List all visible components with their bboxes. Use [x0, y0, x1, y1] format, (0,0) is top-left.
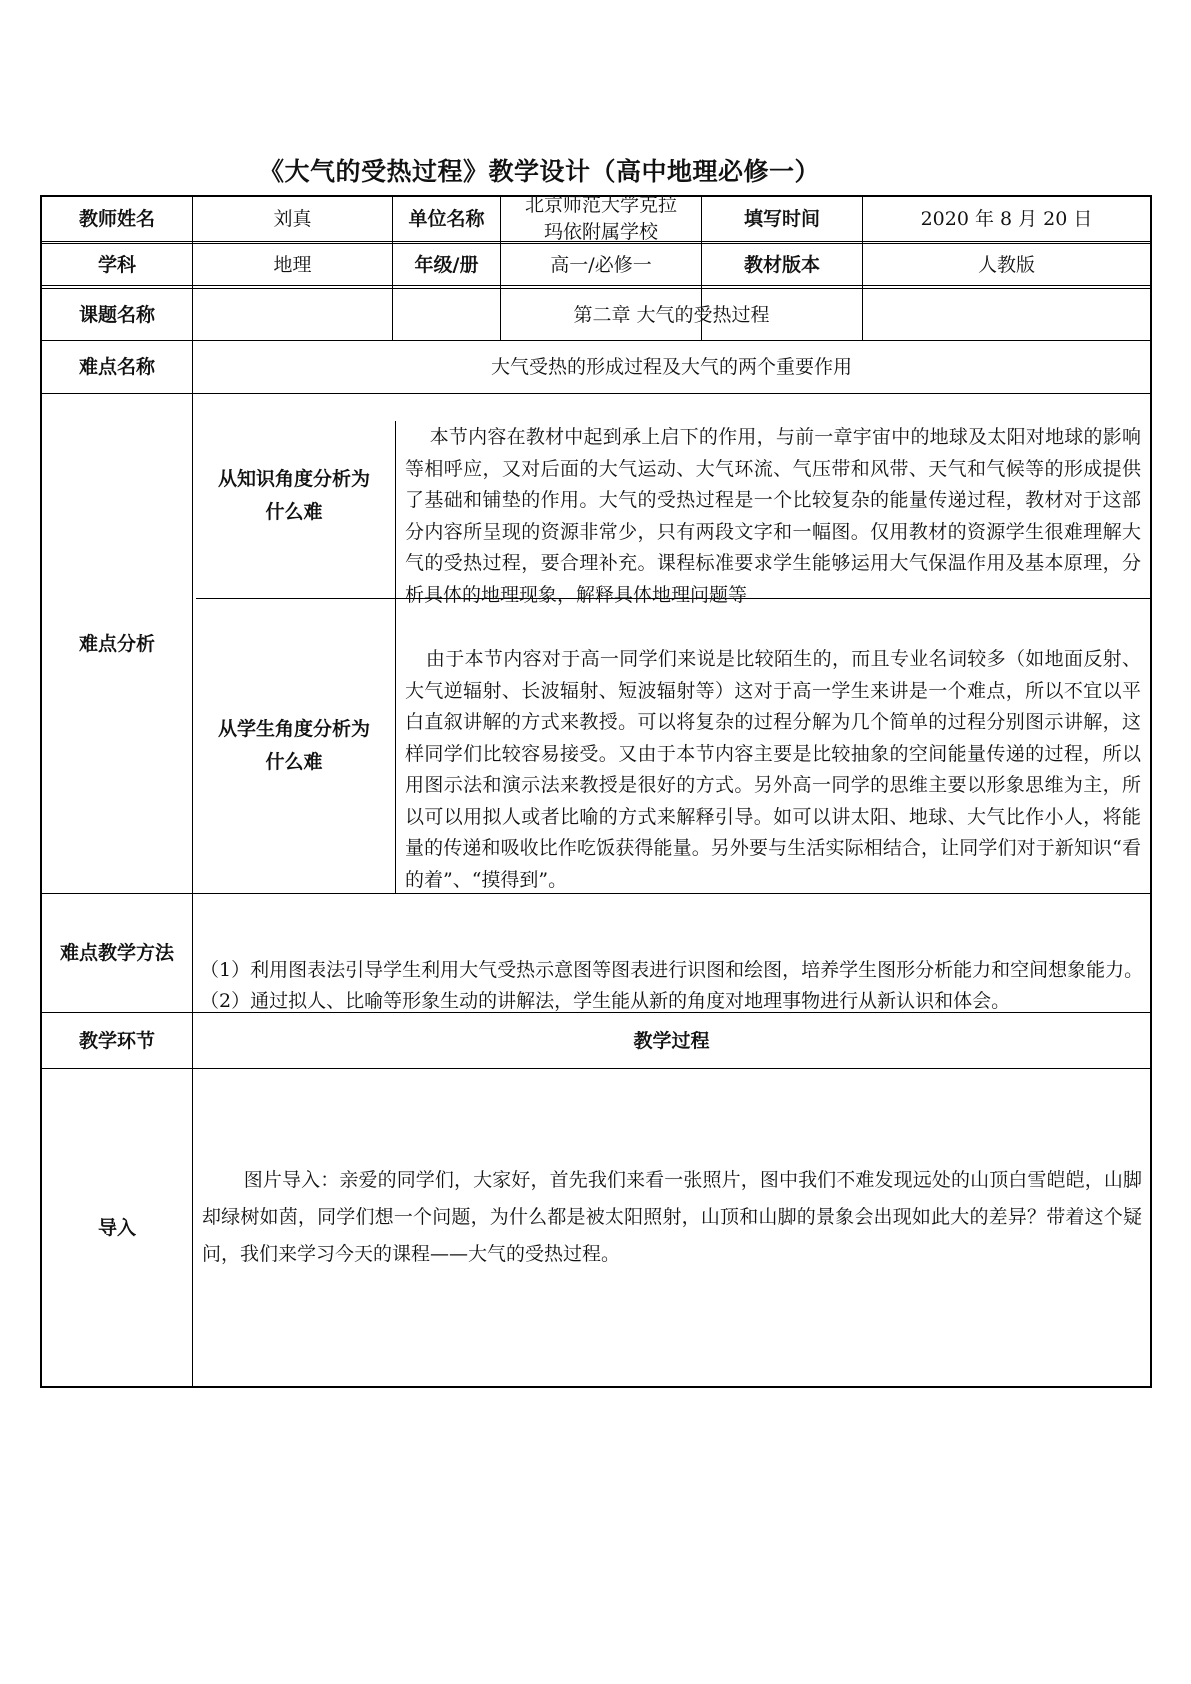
- knowledge-label: [193, 394, 395, 598]
- method-item-2: （2）通过拟人、比喻等形象生动的讲解法，学生能从新的角度对地理事物进行从新认识和体会。: [200, 990, 1011, 1012]
- knowledge-label-line1: 从知识角度分析为: [217, 468, 370, 490]
- process-label: 教学过程: [633, 1029, 710, 1052]
- intro-text: 图片导入：亲爱的同学们，大家好，首先我们来看一张照片，图中我们不难发现远处的山顶白雪皑皑，山脚却绿树如茵，同学们想一个问题，为什么都是被太阳照射，山顶和山脚的景象会出现如此大的差异？带着这个疑问，我们来学习今天的课程——大气的受热过程。: [202, 1169, 1142, 1265]
- unit-value: [501, 194, 701, 243]
- difficulty-value: 大气受热的形成过程及大气的两个重要作用: [490, 356, 852, 378]
- student-analysis-text: 由于本节内容对于高一同学们来说是比较陌生的，而且专业名词较多（如地面反射、大气逆辐射、长波辐射、短波辐射等）这对于高一学生来讲是一个难点，所以不宜以平白直叙讲解的方式来教授。可以将复杂的过程分解为几个简单的过程分别图示讲解，这样同学们比较容易接受。又由于本节内容主要是比较抽象的空间能量传递的过程，所以用图示法和演示法来教授是很好的方式。另外高一同学的思维主要以形象思维为主，所以可以用拟人或者比喻的方式来解释引导。如可以讲太阳、地球、大气比作小人，将能量的传递和吸收比作吃饭获得能量。另外要与生活实际相结合，让同学们对于新知识“看的着”、“摸得到”。: [405, 648, 1141, 891]
- method-text: [200, 955, 1144, 1017]
- student-label: [193, 599, 395, 893]
- edition-value: 人教版: [977, 253, 1035, 276]
- column-divider: [395, 421, 396, 894]
- method-item-1: （1）利用图表法引导学生利用大气受热示意图等图表进行识图和绘图，培养学生图形分析能力和空间想象能力。: [200, 959, 1144, 981]
- row-divider: [40, 285, 1152, 286]
- date-value: 2020 年 8 月 20 日: [920, 208, 1093, 230]
- difficulty-label: 难点名称: [78, 356, 155, 378]
- grade-value: 高一/必修一: [550, 253, 652, 276]
- student-label-line2: 什么难: [265, 751, 323, 773]
- analysis-label: 难点分析: [78, 632, 155, 655]
- intro-label: 导入: [97, 1216, 136, 1239]
- method-label: 难点教学方法: [59, 942, 174, 964]
- knowledge-analysis-text: 本节内容在教材中起到承上启下的作用，与前一章宇宙中的地球及太阳对地球的影响等相呼应，又对后面的大气运动、大气环流、气压带和风带、天气和气候等的形成提供了基础和铺垫的作用。大气的受热过程是一个比较复杂的能量传递过程，教材对于这部分内容所呈现的资源非常少，只有两段文字和一幅图。仅用教材的资源学生很难理解大气的受热过程，要合理补充。课程标准要求学生能够运用大气保温作用及基本原理，分析具体的地理现象，解释具体地理问题等: [405, 426, 1141, 606]
- topic-label: 课题名称: [78, 303, 155, 326]
- knowledge-label-line2: 什么难: [265, 501, 323, 523]
- subject-label: 学科: [97, 253, 136, 276]
- student-label-line1: 从学生角度分析为: [217, 718, 370, 740]
- date-label: 填写时间: [743, 208, 820, 230]
- unit-value-line2: 玛依附属学校: [543, 221, 658, 243]
- teacher-label: 教师姓名: [78, 208, 155, 230]
- topic-value: 第二章 大气的受热过程: [573, 303, 770, 326]
- document-title: 《大气的受热过程》教学设计（高中地理必修一）: [258, 157, 820, 186]
- stage-label: 教学环节: [78, 1029, 155, 1052]
- edition-label: 教材版本: [743, 253, 820, 276]
- row-divider: [40, 1068, 1152, 1069]
- subject-value: 地理: [273, 253, 312, 276]
- teacher-value: 刘真: [273, 208, 312, 230]
- unit-label: 单位名称: [408, 208, 485, 230]
- grade-label: 年级/册: [414, 253, 479, 276]
- unit-value-line1: 北京师范大学克拉: [524, 194, 677, 216]
